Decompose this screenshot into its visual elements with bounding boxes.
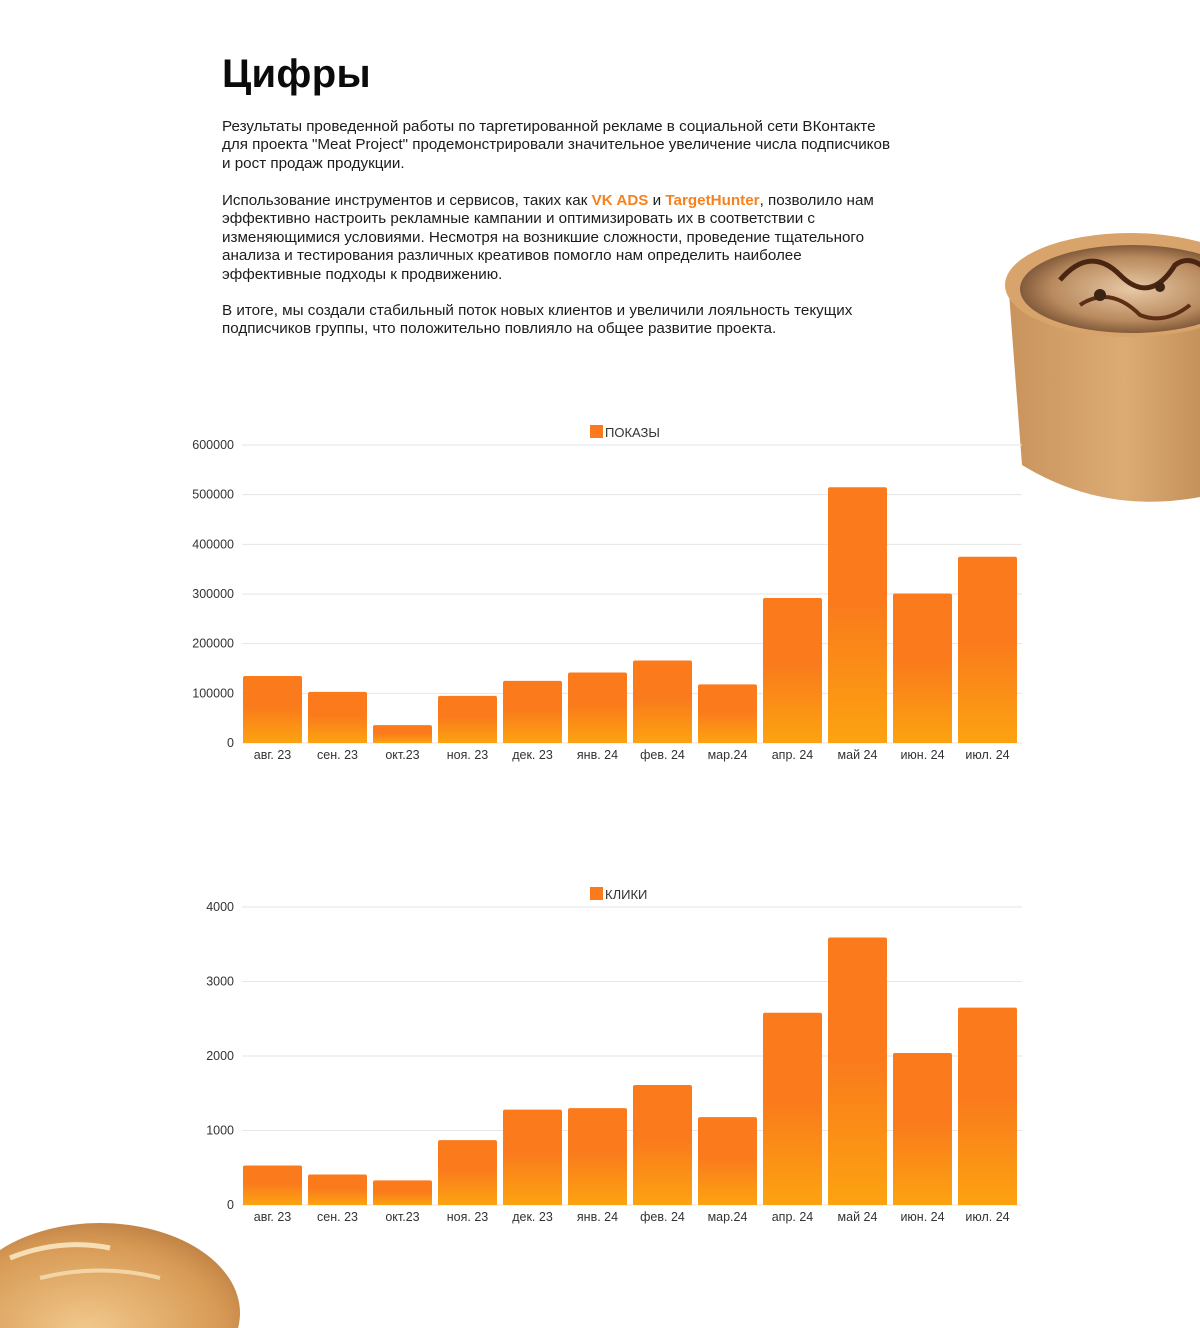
x-tick-label: авг. 23: [253, 1210, 292, 1224]
x-tick-label: май 24: [837, 1210, 878, 1224]
y-tick-label: 4000: [206, 900, 234, 914]
x-tick-label: сен. 23: [317, 748, 358, 762]
x-tick-label: май 24: [837, 748, 878, 762]
bar: [893, 1053, 952, 1205]
x-tick-label: мар.24: [707, 748, 748, 762]
impressions-chart: [170, 410, 1050, 780]
bar: [763, 598, 822, 743]
bar: [373, 1180, 432, 1205]
x-tick-label: мар.24: [707, 1210, 748, 1224]
bar: [763, 1013, 822, 1205]
bar: [698, 1117, 757, 1205]
x-tick-label: июн. 24: [900, 1210, 945, 1224]
x-tick-label: янв. 24: [576, 748, 619, 762]
clicks-chart-svg: [170, 872, 1050, 1242]
intro-paragraph-3: В итоге, мы создали стабильный поток новых клиентов и увеличили лояльность текущих подписчиков группы, что положительно повлияло на общее развитие проекта.: [222, 302, 853, 338]
intro-paragraph-2-mid: и: [648, 192, 666, 209]
y-tick-label: 2000: [206, 1049, 234, 1063]
page-title: Цифры: [222, 52, 371, 96]
bar: [568, 672, 627, 743]
y-tick-label: 200000: [192, 636, 234, 651]
x-tick-label: апр. 24: [771, 1210, 814, 1224]
bar: [958, 1008, 1017, 1205]
x-tick-label: дек. 23: [512, 748, 553, 762]
bar: [373, 725, 432, 743]
bar: [828, 487, 887, 743]
intro-paragraph-1: Результаты проведенной работы по таргетированной рекламе в социальной сети ВКонтакте для проекта "Meat Project" продемонстрировали значительное увеличение числа подписчиков и рост продаж продукции.: [222, 118, 891, 172]
intro-paragraph-2-end: , позволило нам эффективно настроить рекламные кампании и оптимизировать их в соответствии с изменяющимися условиями. Несмотря на возникшие сложности, проведение тщательного анализа и тестирования различных креативов помогло нам определить наиболее эффективные подходы к продвижению.: [222, 192, 874, 283]
y-tick-label: 400000: [192, 537, 234, 552]
x-tick-label: авг. 23: [253, 748, 292, 762]
x-tick-label: июл. 24: [965, 748, 1010, 762]
bar: [828, 938, 887, 1205]
bar: [893, 594, 952, 743]
y-tick-label: 3000: [206, 974, 234, 989]
x-tick-label: окт.23: [385, 1210, 420, 1224]
bar: [243, 1166, 302, 1205]
bar: [958, 557, 1017, 743]
y-tick-label: 100000: [192, 686, 234, 701]
bar: [568, 1108, 627, 1205]
x-tick-label: окт.23: [385, 748, 420, 762]
x-tick-label: ноя. 23: [446, 1210, 489, 1224]
y-tick-label: 300000: [192, 587, 234, 601]
x-tick-label: сен. 23: [317, 1210, 358, 1224]
vk-ads-highlight: VK ADS: [591, 192, 649, 209]
intro-paragraph-2-start: Использование инструментов и сервисов, таких как: [222, 192, 592, 209]
bar: [633, 1085, 692, 1205]
y-tick-label: 1000: [206, 1123, 234, 1138]
x-tick-label: фев. 24: [640, 1210, 685, 1224]
bar: [438, 1140, 497, 1205]
impressions-chart-svg: [170, 410, 1050, 780]
x-tick-label: апр. 24: [771, 748, 814, 762]
legend-label: ПОКАЗЫ: [605, 425, 660, 440]
bar: [308, 692, 367, 743]
x-tick-label: янв. 24: [576, 1210, 619, 1224]
legend-swatch: [590, 887, 603, 900]
y-tick-label: 500000: [192, 487, 234, 502]
x-tick-label: дек. 23: [512, 1210, 553, 1224]
targethunter-highlight: TargetHunter: [665, 192, 760, 209]
clicks-chart: [170, 872, 1050, 1242]
bar: [698, 684, 757, 743]
x-tick-label: фев. 24: [640, 748, 685, 762]
legend-label: КЛИКИ: [605, 887, 648, 902]
bar: [503, 681, 562, 743]
bar: [503, 1110, 562, 1205]
y-tick-label: 600000: [192, 438, 234, 452]
bar: [243, 676, 302, 743]
x-tick-label: июл. 24: [965, 1210, 1010, 1224]
y-tick-label: 0: [227, 1198, 234, 1212]
legend-swatch: [590, 425, 603, 438]
bar: [438, 696, 497, 743]
bar: [308, 1174, 367, 1205]
y-tick-label: 0: [227, 736, 234, 750]
bar: [633, 661, 692, 743]
intro-paragraph-2: [222, 192, 902, 284]
x-tick-label: июн. 24: [900, 748, 945, 762]
x-tick-label: ноя. 23: [446, 748, 489, 762]
